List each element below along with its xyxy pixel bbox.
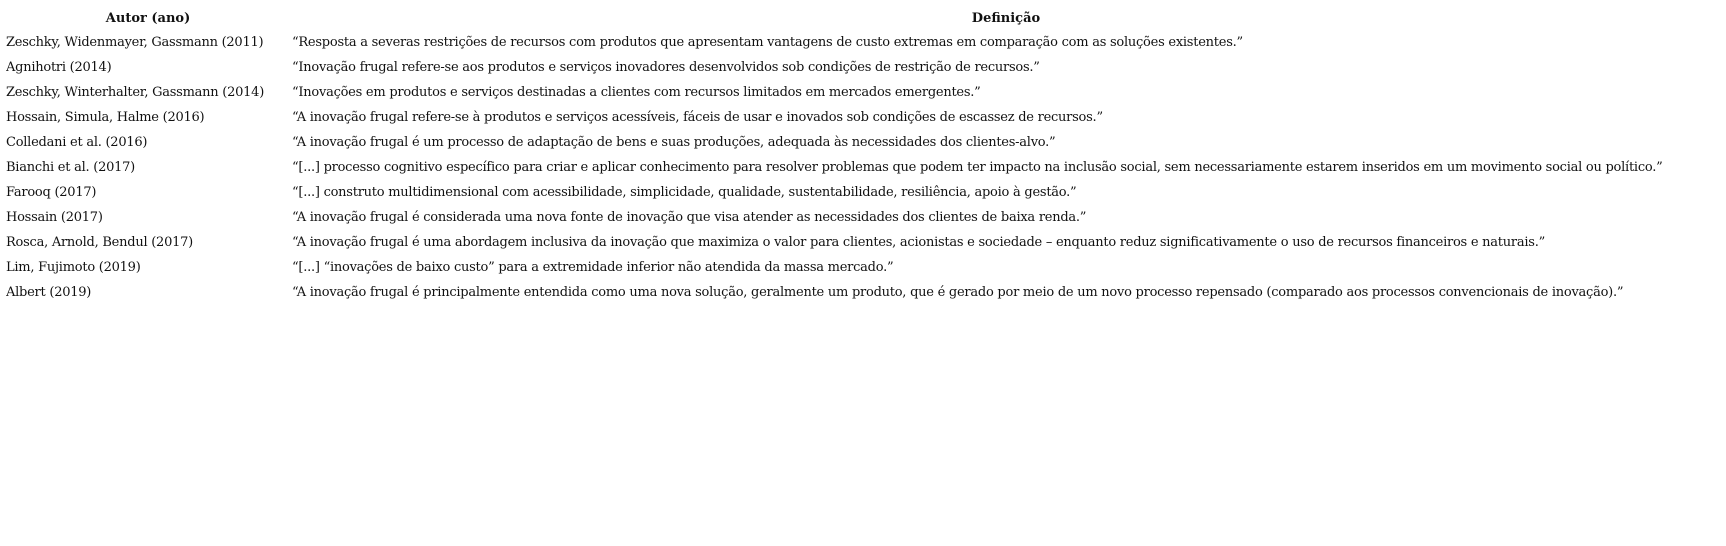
author-cell: Zeschky, Winterhalter, Gassmann (2014) [6,85,265,100]
definition-cell: “Inovações em produtos e serviços destinadas a clientes com recursos limitados em mercados emergentes.” [292,85,981,100]
definition-cell: “A inovação frugal é um processo de adaptação de bens e suas produções, adequada às necessidades dos clientes-alvo.” [292,135,1056,150]
table-row [6,155,1722,180]
definition-column-header: Definição [971,10,1041,26]
author-cell: Colledani et al. (2016) [6,135,148,150]
definitions-sheet [6,6,1722,305]
table-row [6,180,1722,205]
definition-cell: “[...] “inovações de baixo custo” para a extremidade inferior não atendida da massa mercado.” [292,260,894,275]
definition-cell: “Inovação frugal refere-se aos produtos e serviços inovadores desenvolvidos sob condições de restrição de recursos.” [292,60,1040,75]
author-cell: Agnihotri (2014) [6,60,112,75]
author-cell: Zeschky, Widenmayer, Gassmann (2011) [6,35,264,50]
author-cell: Hossain, Simula, Halme (2016) [6,110,205,125]
table-row [6,205,1722,230]
author-cell: Hossain (2017) [6,210,103,225]
definition-cell: “[...] construto multidimensional com acessibilidade, simplicidade, qualidade, sustentabilidade, resiliência, apoio à gestão.” [292,185,1077,200]
author-cell: Bianchi et al. (2017) [6,160,135,175]
definitions-table [6,6,1722,305]
definition-cell: “[...] processo cognitivo específico para criar e aplicar conhecimento para resolver problemas que podem ter impacto na inclusão social, sem necessariamente estarem inseridos em um movimento social ou político.” [292,160,1663,175]
definition-cell: “A inovação frugal é considerada uma nova fonte de inovação que visa atender as necessidades dos clientes de baixa renda.” [292,210,1087,225]
author-cell: Rosca, Arnold, Bendul (2017) [6,235,193,250]
table-row [6,130,1722,155]
header-row [6,6,1722,30]
table-row [6,255,1722,280]
table-row [6,280,1722,305]
definition-cell: “Resposta a severas restrições de recursos com produtos que apresentam vantagens de custo extremas em comparação com as soluções existentes.” [292,35,1243,50]
table-row [6,105,1722,130]
table-row [6,30,1722,55]
author-cell: Lim, Fujimoto (2019) [6,260,141,275]
definition-cell: “A inovação frugal é uma abordagem inclusiva da inovação que maximiza o valor para clientes, acionistas e sociedade – enquanto reduz significativamente o uso de recursos financeiros e naturais.” [292,235,1545,250]
table-row [6,55,1722,80]
author-cell: Albert (2019) [6,285,92,300]
author-column-header: Autor (ano) [105,10,191,26]
table-row [6,80,1722,105]
author-cell: Farooq (2017) [6,185,97,200]
table-row [6,230,1722,255]
definition-cell: “A inovação frugal é principalmente entendida como uma nova solução, geralmente um produto, que é gerado por meio de um novo processo repensado (comparado aos processos convencionais de inovação).” [292,285,1624,300]
definition-cell: “A inovação frugal refere-se à produtos e serviços acessíveis, fáceis de usar e inovados sob condições de escassez de recursos.” [292,110,1103,125]
